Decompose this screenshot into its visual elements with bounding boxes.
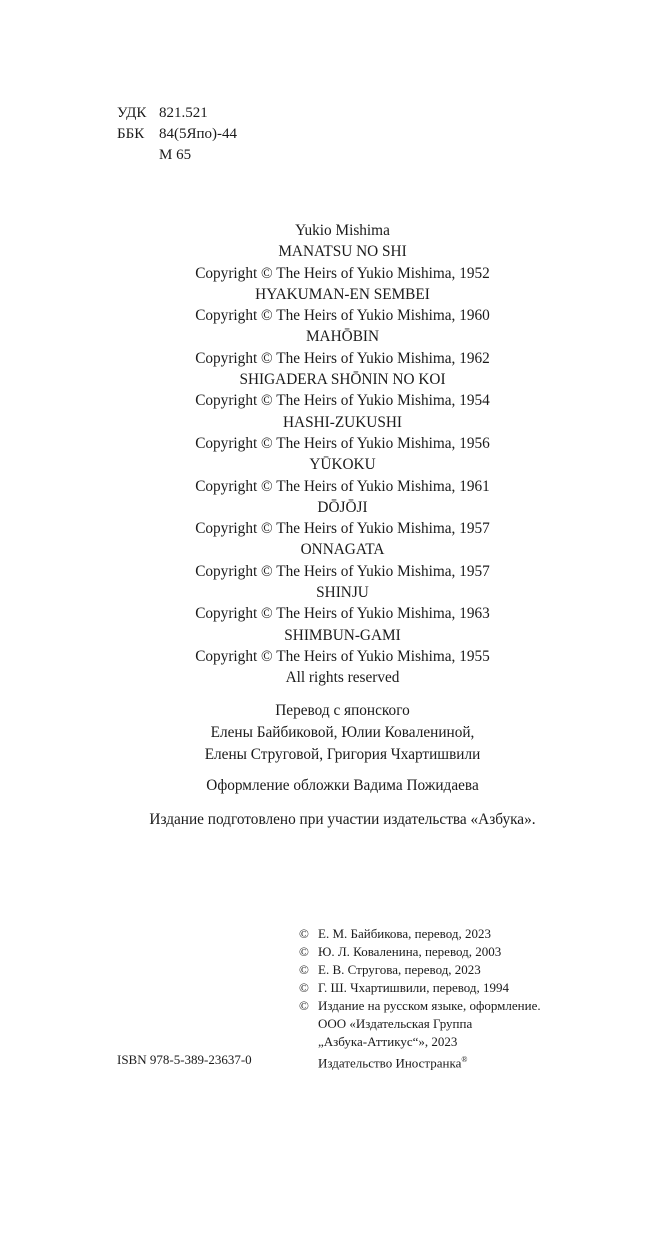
copyright-block (299, 925, 541, 1072)
isbn: ISBN 978-5-389-23637-0 (117, 1052, 252, 1067)
copyright-text: Ю. Л. Коваленина, перевод, 2003 (318, 944, 502, 959)
publisher-line: ООО «Издательская Группа (318, 1016, 473, 1031)
work-title: ONNAGATA (300, 541, 385, 559)
copyright-line (299, 961, 541, 979)
udk-row (117, 103, 237, 124)
prepared-note: Издание подготовлено при участии издательства «Азбука». (149, 811, 536, 828)
bbk-value: 84(5Япо)-44 (159, 126, 238, 142)
copyright-symbol: © (299, 980, 309, 995)
imprint-line (299, 1051, 541, 1072)
imprint-name: Издательство Иностранка (318, 1055, 462, 1071)
classification-block (117, 103, 237, 166)
work-title: SHIGADERA SHŌNIN NO KOI (239, 371, 446, 389)
copyright-line (299, 925, 541, 943)
work-copyright: Copyright © The Heirs of Yukio Mishima, 1963 (195, 605, 490, 623)
all-rights-reserved: All rights reserved (285, 669, 400, 687)
udk-label: УДК (117, 105, 147, 121)
copyright-line (299, 997, 541, 1015)
copyright-line (299, 943, 541, 961)
work-copyright: Copyright © The Heirs of Yukio Mishima, 1961 (195, 477, 490, 495)
translation-credits (0, 700, 650, 766)
copyright-text: Е. В. Стругова, перевод, 2023 (318, 962, 481, 977)
udk-value: 821.521 (159, 105, 208, 121)
copyright-text: Издание на русском языке, оформление. (318, 998, 541, 1013)
work-copyright: Copyright © The Heirs of Yukio Mishima, 1957 (195, 562, 490, 580)
work-title: YŪKOKU (309, 456, 376, 474)
registered-mark: ® (461, 1055, 468, 1064)
work-title: SHINJU (316, 584, 369, 602)
original-author: Yukio Mishima (295, 222, 390, 239)
bbk-row (117, 124, 237, 145)
work-copyright: Copyright © The Heirs of Yukio Mishima, 1960 (195, 307, 490, 325)
copyright-text: Е. М. Байбикова, перевод, 2023 (318, 926, 491, 941)
work-title: HASHI-ZUKUSHI (283, 413, 402, 431)
work-title: SHIMBUN-GAMI (284, 626, 401, 644)
work-title: MAHŌBIN (305, 328, 380, 346)
copyright-line (299, 979, 541, 997)
work-copyright: Copyright © The Heirs of Yukio Mishima, 1957 (195, 520, 490, 538)
work-copyright: Copyright © The Heirs of Yukio Mishima, 1956 (195, 434, 490, 452)
translation-line: Перевод с японского (275, 702, 410, 719)
translation-line: Елены Байбиковой, Юлии Ковалениной, (210, 724, 475, 741)
author-mark: М 65 (159, 147, 192, 163)
translation-line: Елены Струговой, Григория Чхартишвили (204, 746, 481, 763)
work-title: MANATSU NO SHI (278, 243, 407, 261)
cover-design-credit: Оформление обложки Вадима Пожидаева (206, 777, 479, 794)
work-copyright: Copyright © The Heirs of Yukio Mishima, 1955 (195, 647, 490, 665)
work-copyright: Copyright © The Heirs of Yukio Mishima, 1954 (195, 392, 490, 410)
copyright-symbol: © (299, 962, 309, 977)
work-copyright: Copyright © The Heirs of Yukio Mishima, 1962 (195, 349, 490, 367)
work-title: DŌJŌJI (317, 498, 368, 516)
copyright-symbol: © (299, 998, 309, 1013)
bbk-label: ББК (117, 126, 145, 142)
work-title: HYAKUMAN-EN SEMBEI (255, 285, 430, 303)
copyright-symbol: © (299, 926, 309, 941)
copyright-text: Г. Ш. Чхартишвили, перевод, 1994 (318, 980, 510, 995)
original-rights-block (0, 220, 650, 689)
work-copyright: Copyright © The Heirs of Yukio Mishima, 1952 (195, 264, 490, 282)
publisher-line: „Азбука-Аттикус“», 2023 (318, 1034, 458, 1049)
copyright-symbol: © (299, 944, 309, 959)
